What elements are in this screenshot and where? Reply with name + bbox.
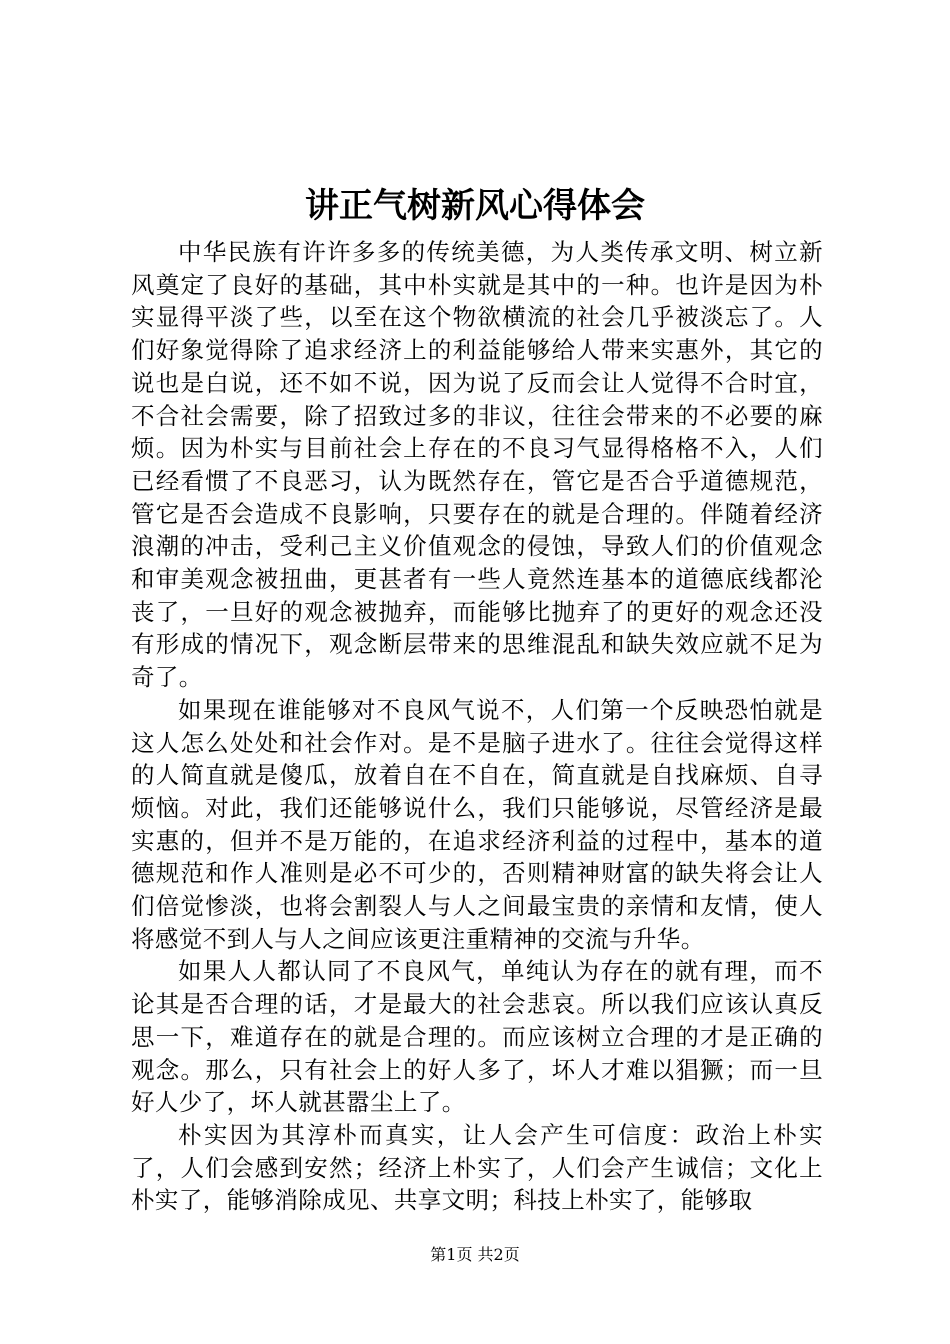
document-title: 讲正气树新风心得体会 [305, 186, 645, 226]
document-body [131, 236, 823, 1217]
page-footer: 第1页 共2页 [430, 1245, 520, 1264]
paragraph: 如果人人都认同了不良风气，单纯认为存在的就有理，而不论其是否合理的话，才是最大的社会悲哀。所以我们应该认真反思一下，难道存在的就是合理的。而应该树立合理的才是正确的观念。那么，只有社会上的好人多了，坏人才难以猖獗；而一旦好人少了，坏人就甚嚣尘上了。 [131, 957, 823, 1117]
paragraph: 中华民族有许许多多的传统美德，为人类传承文明、树立新风奠定了良好的基础，其中朴实就是其中的一种。也许是因为朴实显得平淡了些，以至在这个物欲横流的社会几乎被淡忘了。人们好象觉得除了追求经济上的利益能够给人带来实惠外，其它的说也是白说，还不如不说，因为说了反而会让人觉得不合时宜，不合社会需要，除了招致过多的非议，往往会带来的不必要的麻烦。因为朴实与目前社会上存在的不良习气显得格格不入，人们已经看惯了不良恶习，认为既然存在，管它是否合乎道德规范，管它是否会造成不良影响，只要存在的就是合理的。伴随着经济浪潮的冲击，受利己主义价值观念的侵蚀，导致人们的价值观念和审美观念被扭曲，更甚者有一些人竟然连基本的道德底线都沦丧了，一旦好的观念被抛弃，而能够比抛弃了的更好的观念还没有形成的情况下，观念断层带来的思维混乱和缺失效应就不足为奇了。 [131, 238, 823, 692]
paragraph: 如果现在谁能够对不良风气说不，人们第一个反映恐怕就是这人怎么处处和社会作对。是不是脑子进水了。往往会觉得这样的人简直就是傻瓜，放着自在不自在，简直就是自找麻烦、自寻烦恼。对此，我们还能够说什么，我们只能够说，尽管经济是最实惠的，但并不是万能的，在追求经济利益的过程中，基本的道德规范和作人准则是必不可少的，否则精神财富的缺失将会让人们倍觉惨淡，也将会割裂人与人之间最宝贵的亲情和友情，使人将感觉不到人与人之间应该更注重精神的交流与升华。 [131, 695, 823, 953]
paragraph: 朴实因为其淳朴而真实，让人会产生可信度：政治上朴实了，人们会感到安然；经济上朴实了，人们会产生诚信；文化上朴实了，能够消除成见、共享文明；科技上朴实了，能够取 [131, 1120, 823, 1215]
